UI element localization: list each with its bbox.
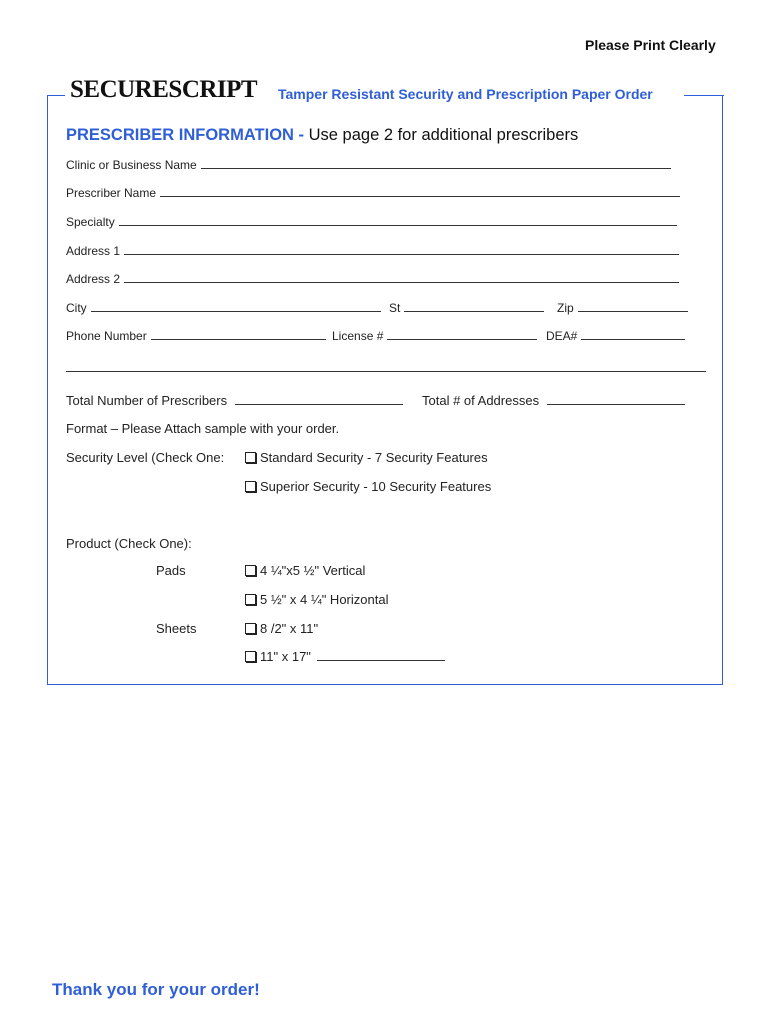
security-standard-option[interactable]	[245, 450, 488, 465]
sheets-tabloid-line[interactable]	[317, 649, 445, 661]
phone-line[interactable]	[151, 328, 326, 340]
state-line[interactable]	[404, 300, 544, 312]
print-clearly-note: Please Print Clearly	[585, 37, 716, 53]
sheets-tabloid-label: 11" x 17"	[260, 649, 311, 664]
security-standard-label: Standard Security - 7 Security Features	[260, 450, 488, 465]
dea-field[interactable]	[546, 328, 685, 343]
prescriber-section-title	[66, 126, 578, 145]
prescriber-line[interactable]	[160, 185, 680, 197]
pads-vertical-label: 4 ¼"x5 ½" Vertical	[260, 563, 366, 578]
zip-label: Zip	[557, 301, 574, 315]
address1-line[interactable]	[124, 243, 679, 255]
sheets-letter-checkbox[interactable]	[245, 623, 256, 634]
prescriber-field[interactable]	[66, 185, 680, 200]
address2-label: Address 2	[66, 272, 121, 286]
license-line[interactable]	[387, 328, 537, 340]
thank-you-message: Thank you for your order!	[52, 980, 260, 999]
sheets-label: Sheets	[156, 621, 197, 636]
specialty-field[interactable]	[66, 214, 677, 229]
sheets-letter-option[interactable]	[245, 621, 318, 636]
security-superior-option[interactable]	[245, 479, 491, 494]
security-level-label: Security Level (Check One:	[66, 450, 225, 465]
sheets-tabloid-checkbox[interactable]	[245, 651, 256, 662]
city-label: City	[66, 301, 87, 315]
frame-top-left-line	[47, 95, 65, 96]
address2-field[interactable]	[66, 271, 679, 286]
total-prescribers-line[interactable]	[235, 393, 403, 405]
city-line[interactable]	[91, 300, 381, 312]
clinic-field[interactable]	[66, 157, 671, 172]
frame-top-right-line	[684, 95, 724, 96]
section-divider	[66, 371, 706, 372]
pads-horizontal-option[interactable]	[245, 592, 388, 607]
dea-label: DEA#	[546, 329, 578, 343]
product-label: Product (Check One):	[66, 536, 192, 551]
total-addresses-field[interactable]	[422, 393, 685, 408]
pads-horizontal-checkbox[interactable]	[245, 594, 256, 605]
pads-label: Pads	[156, 563, 186, 578]
clinic-line[interactable]	[201, 157, 671, 169]
securescript-logo: SECURESCRIPT	[70, 76, 258, 103]
phone-label: Phone Number	[66, 329, 147, 343]
format-note: Format – Please Attach sample with your order.	[66, 421, 340, 436]
address1-field[interactable]	[66, 243, 679, 258]
security-standard-checkbox[interactable]	[245, 452, 256, 463]
prescriber-label: Prescriber Name	[66, 186, 157, 200]
total-prescribers-label: Total Number of Prescribers	[66, 393, 228, 408]
pads-vertical-option[interactable]	[245, 563, 365, 578]
dea-line[interactable]	[581, 328, 685, 340]
clinic-label: Clinic or Business Name	[66, 158, 197, 172]
total-addresses-line[interactable]	[547, 393, 685, 405]
zip-field[interactable]	[557, 300, 688, 315]
sheets-tabloid-option[interactable]	[245, 649, 445, 664]
pads-vertical-checkbox[interactable]	[245, 565, 256, 576]
address1-label: Address 1	[66, 244, 121, 258]
specialty-label: Specialty	[66, 215, 115, 229]
phone-field[interactable]	[66, 328, 326, 343]
total-prescribers-field[interactable]	[66, 393, 403, 408]
specialty-line[interactable]	[119, 214, 677, 226]
security-superior-label: Superior Security - 10 Security Features	[260, 479, 492, 494]
license-label: License #	[332, 329, 384, 343]
pads-horizontal-label: 5 ½" x 4 ¼" Horizontal	[260, 592, 389, 607]
city-field[interactable]	[66, 300, 381, 315]
license-field[interactable]	[332, 328, 537, 343]
total-addresses-label: Total # of Addresses	[422, 393, 540, 408]
section-title-note: Use page 2 for additional prescribers	[308, 126, 579, 144]
state-field[interactable]	[389, 300, 544, 315]
zip-line[interactable]	[578, 300, 688, 312]
security-superior-checkbox[interactable]	[245, 481, 256, 492]
section-title-bold: PRESCRIBER INFORMATION -	[66, 126, 305, 144]
address2-line[interactable]	[124, 271, 679, 283]
sheets-letter-label: 8 /2" x 11"	[260, 621, 319, 636]
form-title: Tamper Resistant Security and Prescription Paper Order	[274, 86, 657, 102]
state-label: St	[389, 301, 401, 315]
